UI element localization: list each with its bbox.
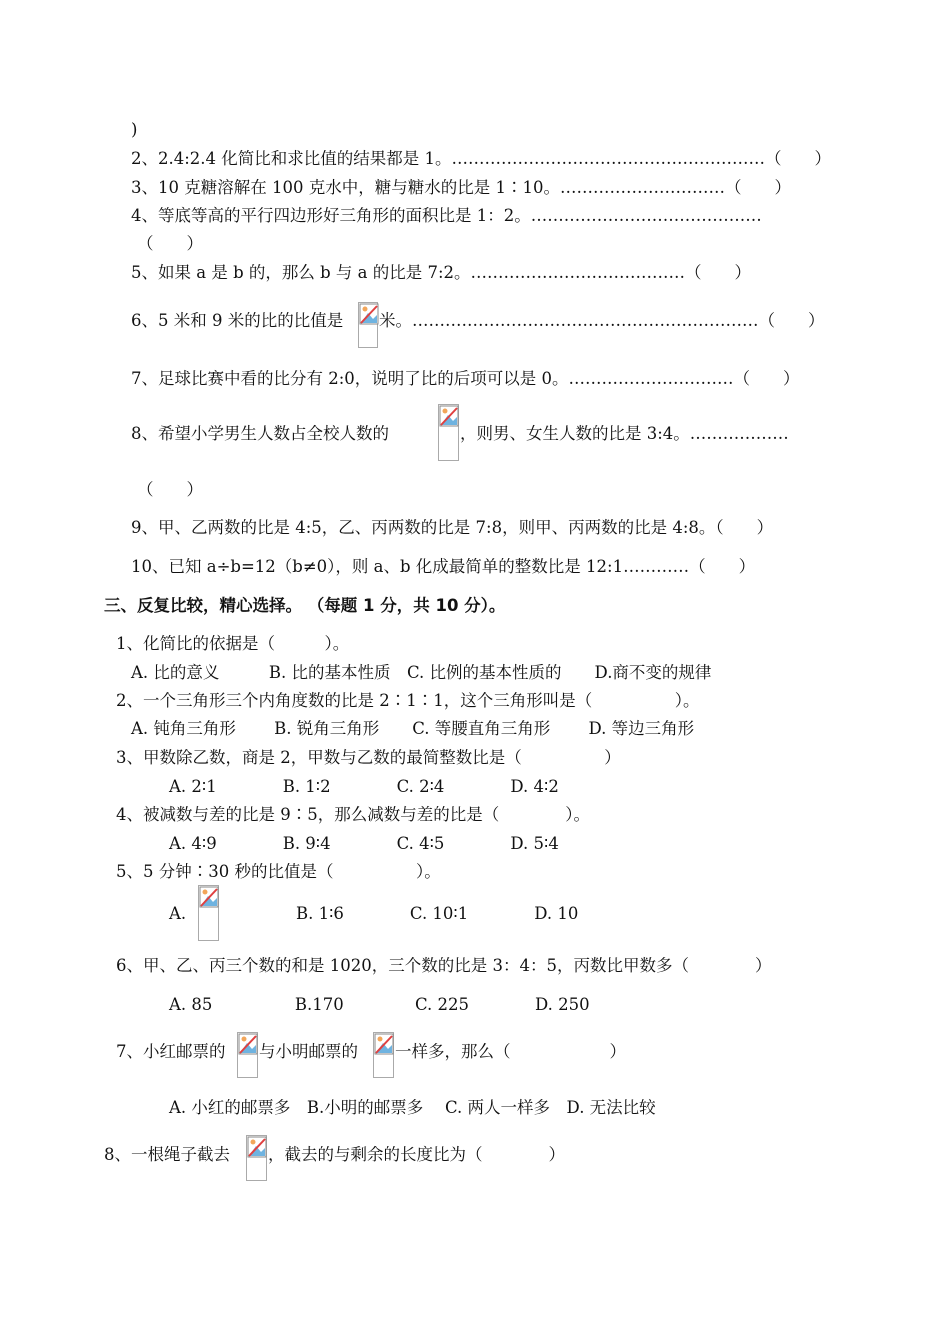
- tf-item-8-paren: （ ）: [137, 480, 203, 499]
- mc-question-7-b: 与小明邮票的: [259, 1042, 358, 1061]
- fraction-image-icon: [373, 1032, 394, 1078]
- mc-options-3: A. 2∶1 B. 1∶2 C. 2∶4 D. 4∶2: [169, 777, 559, 796]
- tf-item-9: 9、甲、乙两数的比是 4:5，乙、丙两数的比是 7:8，则甲、丙两数的比是 4:8。（ ）: [131, 518, 774, 537]
- mc-question-8-b: ，截去的与剩余的长度比为（ ）: [268, 1145, 565, 1164]
- mc-question-7-a: 7、小红邮票的: [116, 1042, 226, 1061]
- tf-item-3: 3、10 克糖溶解在 100 克水中，糖与糖水的比是 1∶10。…………………………（ ）: [131, 178, 791, 197]
- fraction-image-icon: [358, 302, 378, 348]
- tf-top-paren: ): [131, 120, 138, 139]
- tf-item-6-a: 6、5 米和 9 米的比的比值是: [131, 311, 344, 330]
- mc-question-6: 6、甲、乙、丙三个数的和是 1020，三个数的比是 3：4：5，丙数比甲数多（ ）: [116, 956, 772, 975]
- mc-options-2: A. 钝角三角形 B. 锐角三角形 C. 等腰直角三角形 D. 等边三角形: [131, 719, 695, 738]
- fraction-image-icon: [237, 1032, 258, 1078]
- mc-question-5: 5、5 分钟∶30 秒的比值是（ ）。: [116, 862, 441, 881]
- mc-question-7-c: 一样多，那么（ ）: [395, 1042, 626, 1061]
- tf-item-2: 2、2.4:2.4 化简比和求比值的结果都是 1。…………………………………………………（ ）: [131, 149, 832, 168]
- mc-options-6: A. 85 B.170 C. 225 D. 250: [169, 995, 590, 1014]
- tf-item-10: 10、已知 a÷b=12（b≠0），则 a、b 化成最简单的整数比是 12:1…………（ ）: [131, 557, 756, 576]
- mc-option-5-a: A.: [169, 904, 187, 923]
- mc-options-5: B. 1∶6 C. 10∶1 D. 10: [296, 904, 579, 923]
- mc-question-2: 2、一个三角形三个内角度数的比是 2∶1∶1，这个三角形叫是（ ）。: [116, 691, 700, 710]
- tf-item-4: 4、等底等高的平行四边形好三角形的面积比是 1：2。……………………………………: [131, 206, 762, 225]
- fraction-image-icon: [438, 404, 459, 461]
- fraction-image-icon: [198, 885, 219, 941]
- tf-item-8-a: 8、希望小学男生人数占全校人数的: [131, 424, 389, 443]
- mc-options-7: A. 小红的邮票多 B.小明的邮票多 C. 两人一样多 D. 无法比较: [169, 1098, 656, 1117]
- mc-options-1: A. 比的意义 B. 比的基本性质 C. 比例的基本性质的 D.商不变的规律: [131, 663, 712, 682]
- fraction-image-icon: [246, 1135, 267, 1181]
- mc-question-4: 4、被减数与差的比是 9∶5，那么减数与差的比是（ ）。: [116, 805, 590, 824]
- mc-question-3: 3、甲数除乙数，商是 2，甲数与乙数的最简整数比是（ ）: [116, 748, 621, 767]
- mc-options-4: A. 4∶9 B. 9∶4 C. 4∶5 D. 5∶4: [169, 834, 559, 853]
- tf-item-6-b: 米。………………………………………………………（ ）: [379, 311, 825, 330]
- tf-item-8-b: ，则男、女生人数的比是 3:4。………………: [460, 424, 789, 443]
- tf-item-7: 7、足球比赛中看的比分有 2:0，说明了比的后项可以是 0。…………………………（ ）: [131, 369, 800, 388]
- mc-question-8-a: 8、一根绳子截去: [104, 1145, 230, 1164]
- tf-item-4-paren: （ ）: [137, 234, 203, 253]
- tf-item-5: 5、如果 a 是 b 的，那么 b 与 a 的比是 7:2。…………………………………（ ）: [131, 263, 752, 282]
- section-3-heading: 三、反复比较，精心选择。 （每题 1 分，共 10 分）。: [104, 596, 506, 615]
- mc-question-1: 1、化简比的依据是（ ）。: [116, 634, 350, 653]
